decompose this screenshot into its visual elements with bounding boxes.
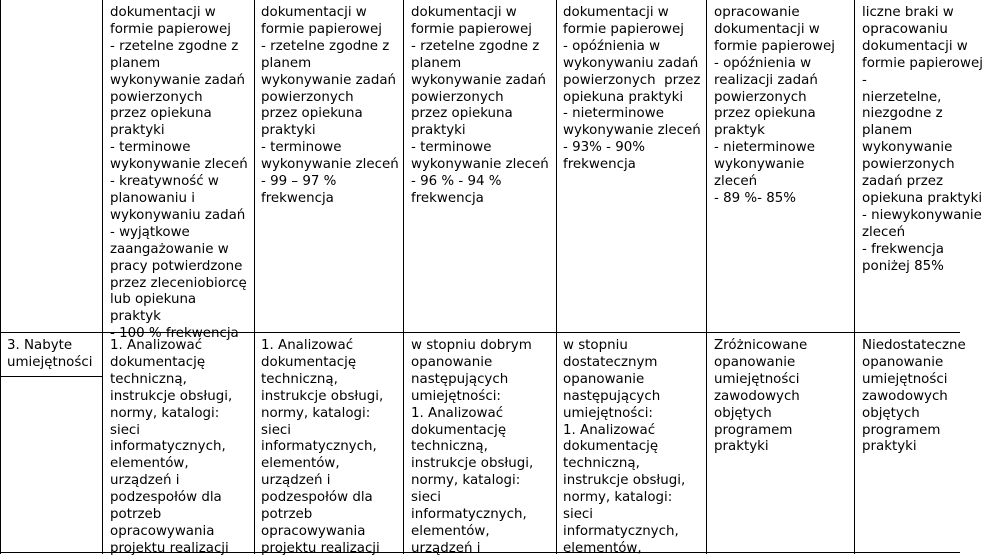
cell-text-line: powierzonych przez [563, 72, 701, 88]
cell-text-line: sieci [261, 422, 292, 438]
criteria-cell-col6-lower [862, 338, 966, 456]
cell-text-line: wykonywanie [862, 140, 953, 156]
cell-text-line: dokumentację [110, 354, 206, 370]
cell-text-line: - 89 %- 85% [714, 190, 796, 206]
cell-text-line: - nieterminowe [563, 106, 664, 122]
cell-text-line: instrukcje obsługi, [261, 388, 384, 404]
cell-text-line: zawodowych [714, 388, 800, 404]
cell-text-line: umiejętności [862, 371, 948, 387]
cell-text-line: opiekuna praktyki [862, 190, 983, 206]
cell-text-line: planem [110, 55, 161, 71]
cell-text-line: praktyki [110, 123, 165, 139]
row-label-line: 3. Nabyte [7, 338, 73, 353]
cell-text-line: - 96 % - 94 % [411, 174, 502, 190]
cell-text-line: - 93% - 90% [563, 140, 645, 156]
cell-text-line: powierzonych [411, 89, 504, 105]
column-divider [706, 0, 707, 554]
cell-text-line: przez opiekuna [110, 106, 212, 122]
cell-text-line: - wyjątkowe [110, 224, 190, 240]
cell-text-line: przez opiekuna [261, 106, 363, 122]
cell-text-line: dokumentacji w [261, 5, 367, 20]
cell-text-line: sieci [411, 490, 442, 506]
cell-text-line: opracowanie [714, 5, 800, 20]
cell-text-line: - [862, 72, 867, 88]
cell-text-line: normy, katalogi: [411, 473, 521, 489]
cell-text-line: przez zleceniobiorcę [110, 275, 247, 291]
cell-text-line: techniczną, [110, 371, 187, 387]
cell-text-line: formie papierowej [862, 55, 983, 71]
cell-text-line: następujących [411, 371, 509, 387]
cell-text-line: wykonywanie zleceń [261, 157, 399, 173]
cell-text-line: informatycznych, [110, 439, 226, 455]
cell-text-line: dokumentację [563, 439, 659, 455]
cell-text-line: opracowywania [110, 523, 215, 539]
cell-text-line: zleceń [714, 174, 758, 190]
cell-text-line: nierzetelne, [862, 89, 942, 105]
cell-text-line: następujących [563, 388, 661, 404]
criteria-cell-col4-upper [563, 5, 704, 174]
cell-text-line: wykonywanie zleceń [110, 157, 248, 173]
cell-text-line: pracy potwierdzone [110, 258, 243, 274]
cell-text-line: umiejętności [714, 371, 800, 387]
cell-text-line: planem [411, 55, 462, 71]
cell-text-line: formie papierowej [714, 38, 835, 54]
cell-text-line: elementów, [563, 540, 642, 556]
cell-text-line: urządzeń i [261, 473, 331, 489]
cell-text-line: realizacji zadań [714, 72, 818, 88]
cell-text-line: - terminowe [411, 140, 492, 156]
cell-text-line: powierzonych [261, 89, 354, 105]
cell-text-line: projektu realizacji [110, 540, 229, 556]
criteria-cell-col3-lower [411, 338, 554, 558]
table-border-left [0, 0, 1, 554]
cell-text-line: informatycznych, [563, 523, 679, 539]
row-label-line: umiejętności [7, 354, 93, 370]
cell-text-line: praktyki [411, 123, 466, 139]
cell-text-line: wykonywanie [714, 157, 805, 173]
cell-text-line: instrukcje obsługi, [411, 456, 534, 472]
cell-text-line: umiejętności: [411, 388, 501, 404]
cell-text-line: wykonywanie zadań [411, 72, 547, 88]
cell-text-line: potrzeb [261, 507, 313, 523]
cell-text-line: przez opiekuna [411, 106, 513, 122]
cell-text-line: opracowaniu [862, 21, 948, 37]
cell-text-line: dokumentacji w [411, 5, 517, 20]
cell-text-line: normy, katalogi: [563, 490, 673, 506]
cell-text-line: powierzonych [862, 157, 955, 173]
cell-text-line: wykonywanie zadań [110, 72, 246, 88]
criteria-cell-col6-upper [862, 5, 983, 276]
cell-text-line: wykonywaniu zadań [110, 207, 246, 223]
column-divider [102, 0, 103, 554]
cell-text-line: opracowywania [261, 523, 366, 539]
cell-text-line: frekwencja [563, 157, 636, 173]
criteria-cell-col3-upper [411, 5, 554, 208]
cell-text-line: objętych [862, 405, 920, 421]
cell-text-line: potrzeb [110, 507, 162, 523]
cell-text-line: dokumentację [261, 354, 357, 370]
cell-text-line: lub opiekuna [110, 292, 197, 308]
cell-text-line: podzespołów dla [261, 490, 373, 506]
cell-text-line: - frekwencja [862, 241, 944, 257]
cell-text-line: programem [714, 422, 793, 438]
cell-text-line: praktyki [862, 439, 917, 455]
cell-text-line: w stopniu [563, 338, 628, 353]
cell-text-line: praktyk [714, 123, 765, 139]
cell-text-line: opanowanie [714, 354, 796, 370]
criteria-cell-col2-lower [261, 338, 402, 558]
cell-text-line: powierzonych [110, 89, 203, 105]
cell-text-line: techniczną, [261, 371, 338, 387]
column-divider [854, 0, 855, 554]
row-label-cell [7, 338, 92, 372]
cell-text-line: frekwencja [261, 190, 334, 206]
cell-text-line: - rzetelne zgodne z [261, 38, 390, 54]
cell-text-line: zadań przez [862, 174, 943, 190]
cell-text-line: dokumentacji w [714, 21, 820, 37]
cell-text-line: 1. Analizować [261, 338, 354, 353]
criteria-cell-col5-lower [714, 338, 853, 456]
cell-text-line: planem [261, 55, 312, 71]
cell-text-line: elementów, [110, 456, 189, 472]
criteria-cell-col2-upper [261, 5, 402, 208]
cell-text-line: dostatecznym [563, 354, 658, 370]
cell-text-line: - 100 % frekwencja [110, 326, 239, 342]
cell-text-line: informatycznych, [261, 439, 377, 455]
cell-text-line: techniczną, [563, 456, 640, 472]
cell-text-line: wykonywanie zadań [261, 72, 397, 88]
cell-text-line: formie papierowej [563, 21, 684, 37]
cell-text-line: frekwencja [411, 190, 484, 206]
cell-text-line: planem [862, 123, 913, 139]
cell-text-line: - terminowe [261, 140, 342, 156]
cell-text-line: sieci [110, 422, 141, 438]
cell-text-line: Niedostateczne [862, 338, 966, 353]
cell-text-line: powierzonych [714, 89, 807, 105]
cell-text-line: 1. Analizować [563, 422, 656, 438]
cell-text-line: - rzetelne zgodne z [110, 38, 239, 54]
cell-text-line: - rzetelne zgodne z [411, 38, 540, 54]
cell-text-line: opanowanie [563, 371, 645, 387]
cell-text-line: wykonywaniu zadań [563, 55, 699, 71]
cell-text-line: opanowanie [411, 354, 493, 370]
cell-text-line: programem [862, 422, 941, 438]
cell-text-line: - 99 – 97 % [261, 174, 337, 190]
criteria-cell-col5-upper [714, 5, 853, 208]
cell-text-line: instrukcje obsługi, [110, 388, 233, 404]
cell-text-line: opiekuna praktyki [563, 89, 684, 105]
cell-text-line: instrukcje obsługi, [563, 473, 686, 489]
cell-text-line: Zróżnicowane [714, 338, 808, 353]
cell-text-line: - niewykonywanie [862, 207, 982, 223]
cell-text-line: zawodowych [862, 388, 948, 404]
cell-text-line: dokumentacji w [862, 38, 968, 54]
column-divider [403, 0, 404, 554]
cell-text-line: formie papierowej [110, 21, 231, 37]
cell-text-line: praktyki [261, 123, 316, 139]
cell-text-line: 1. Analizować [110, 338, 203, 353]
cell-text-line: urządzeń i [110, 473, 180, 489]
cell-text-line: dokumentację [411, 422, 507, 438]
criteria-cell-col1-upper [110, 5, 252, 343]
cell-text-line: urządzeń i [411, 540, 481, 556]
column-divider [254, 0, 255, 554]
cell-text-line: - opóźnienia w [563, 38, 661, 54]
cell-text-line: zleceń [862, 224, 906, 240]
column-divider [556, 0, 557, 554]
cell-text-line: dokumentacji w [110, 5, 216, 20]
cell-text-line: praktyki [714, 439, 769, 455]
row-label-bottom-border [0, 376, 103, 377]
cell-text-line: elementów, [411, 523, 490, 539]
cell-text-line: informatycznych, [411, 507, 527, 523]
cell-text-line: planowaniu i [110, 190, 195, 206]
cell-text-line: projektu realizacji [261, 540, 380, 556]
criteria-cell-col4-lower [563, 338, 704, 558]
cell-text-line: objętych [714, 405, 772, 421]
cell-text-line: elementów, [261, 456, 340, 472]
cell-text-line: umiejętności: [563, 405, 653, 421]
cell-text-line: poniżej 85% [862, 258, 944, 274]
cell-text-line: dokumentacji w [563, 5, 669, 20]
cell-text-line: - terminowe [110, 140, 191, 156]
cell-text-line: w stopniu dobrym [411, 338, 532, 353]
cell-text-line: techniczną, [411, 439, 488, 455]
cell-text-line: praktyk [110, 309, 161, 325]
cell-text-line: niezgodne z [862, 106, 943, 122]
cell-text-line: sieci [563, 507, 594, 523]
cell-text-line: podzespołów dla [110, 490, 222, 506]
cell-text-line: formie papierowej [411, 21, 532, 37]
cell-text-line: formie papierowej [261, 21, 382, 37]
cell-text-line: wykonywanie zleceń [411, 157, 549, 173]
cell-text-line: - opóźnienia w [714, 55, 812, 71]
cell-text-line: zaangażowanie w [110, 241, 229, 257]
cell-text-line: liczne braki w [862, 5, 954, 20]
cell-text-line: normy, katalogi: [261, 405, 371, 421]
cell-text-line: - nieterminowe [714, 140, 815, 156]
cell-text-line: opanowanie [862, 354, 944, 370]
cell-text-line: 1. Analizować [411, 405, 504, 421]
cell-text-line: wykonywanie zleceń [563, 123, 701, 139]
cell-text-line: przez opiekuna [714, 106, 816, 122]
cell-text-line: - kreatywność w [110, 174, 219, 190]
cell-text-line: normy, katalogi: [110, 405, 220, 421]
criteria-cell-col1-lower [110, 338, 252, 558]
